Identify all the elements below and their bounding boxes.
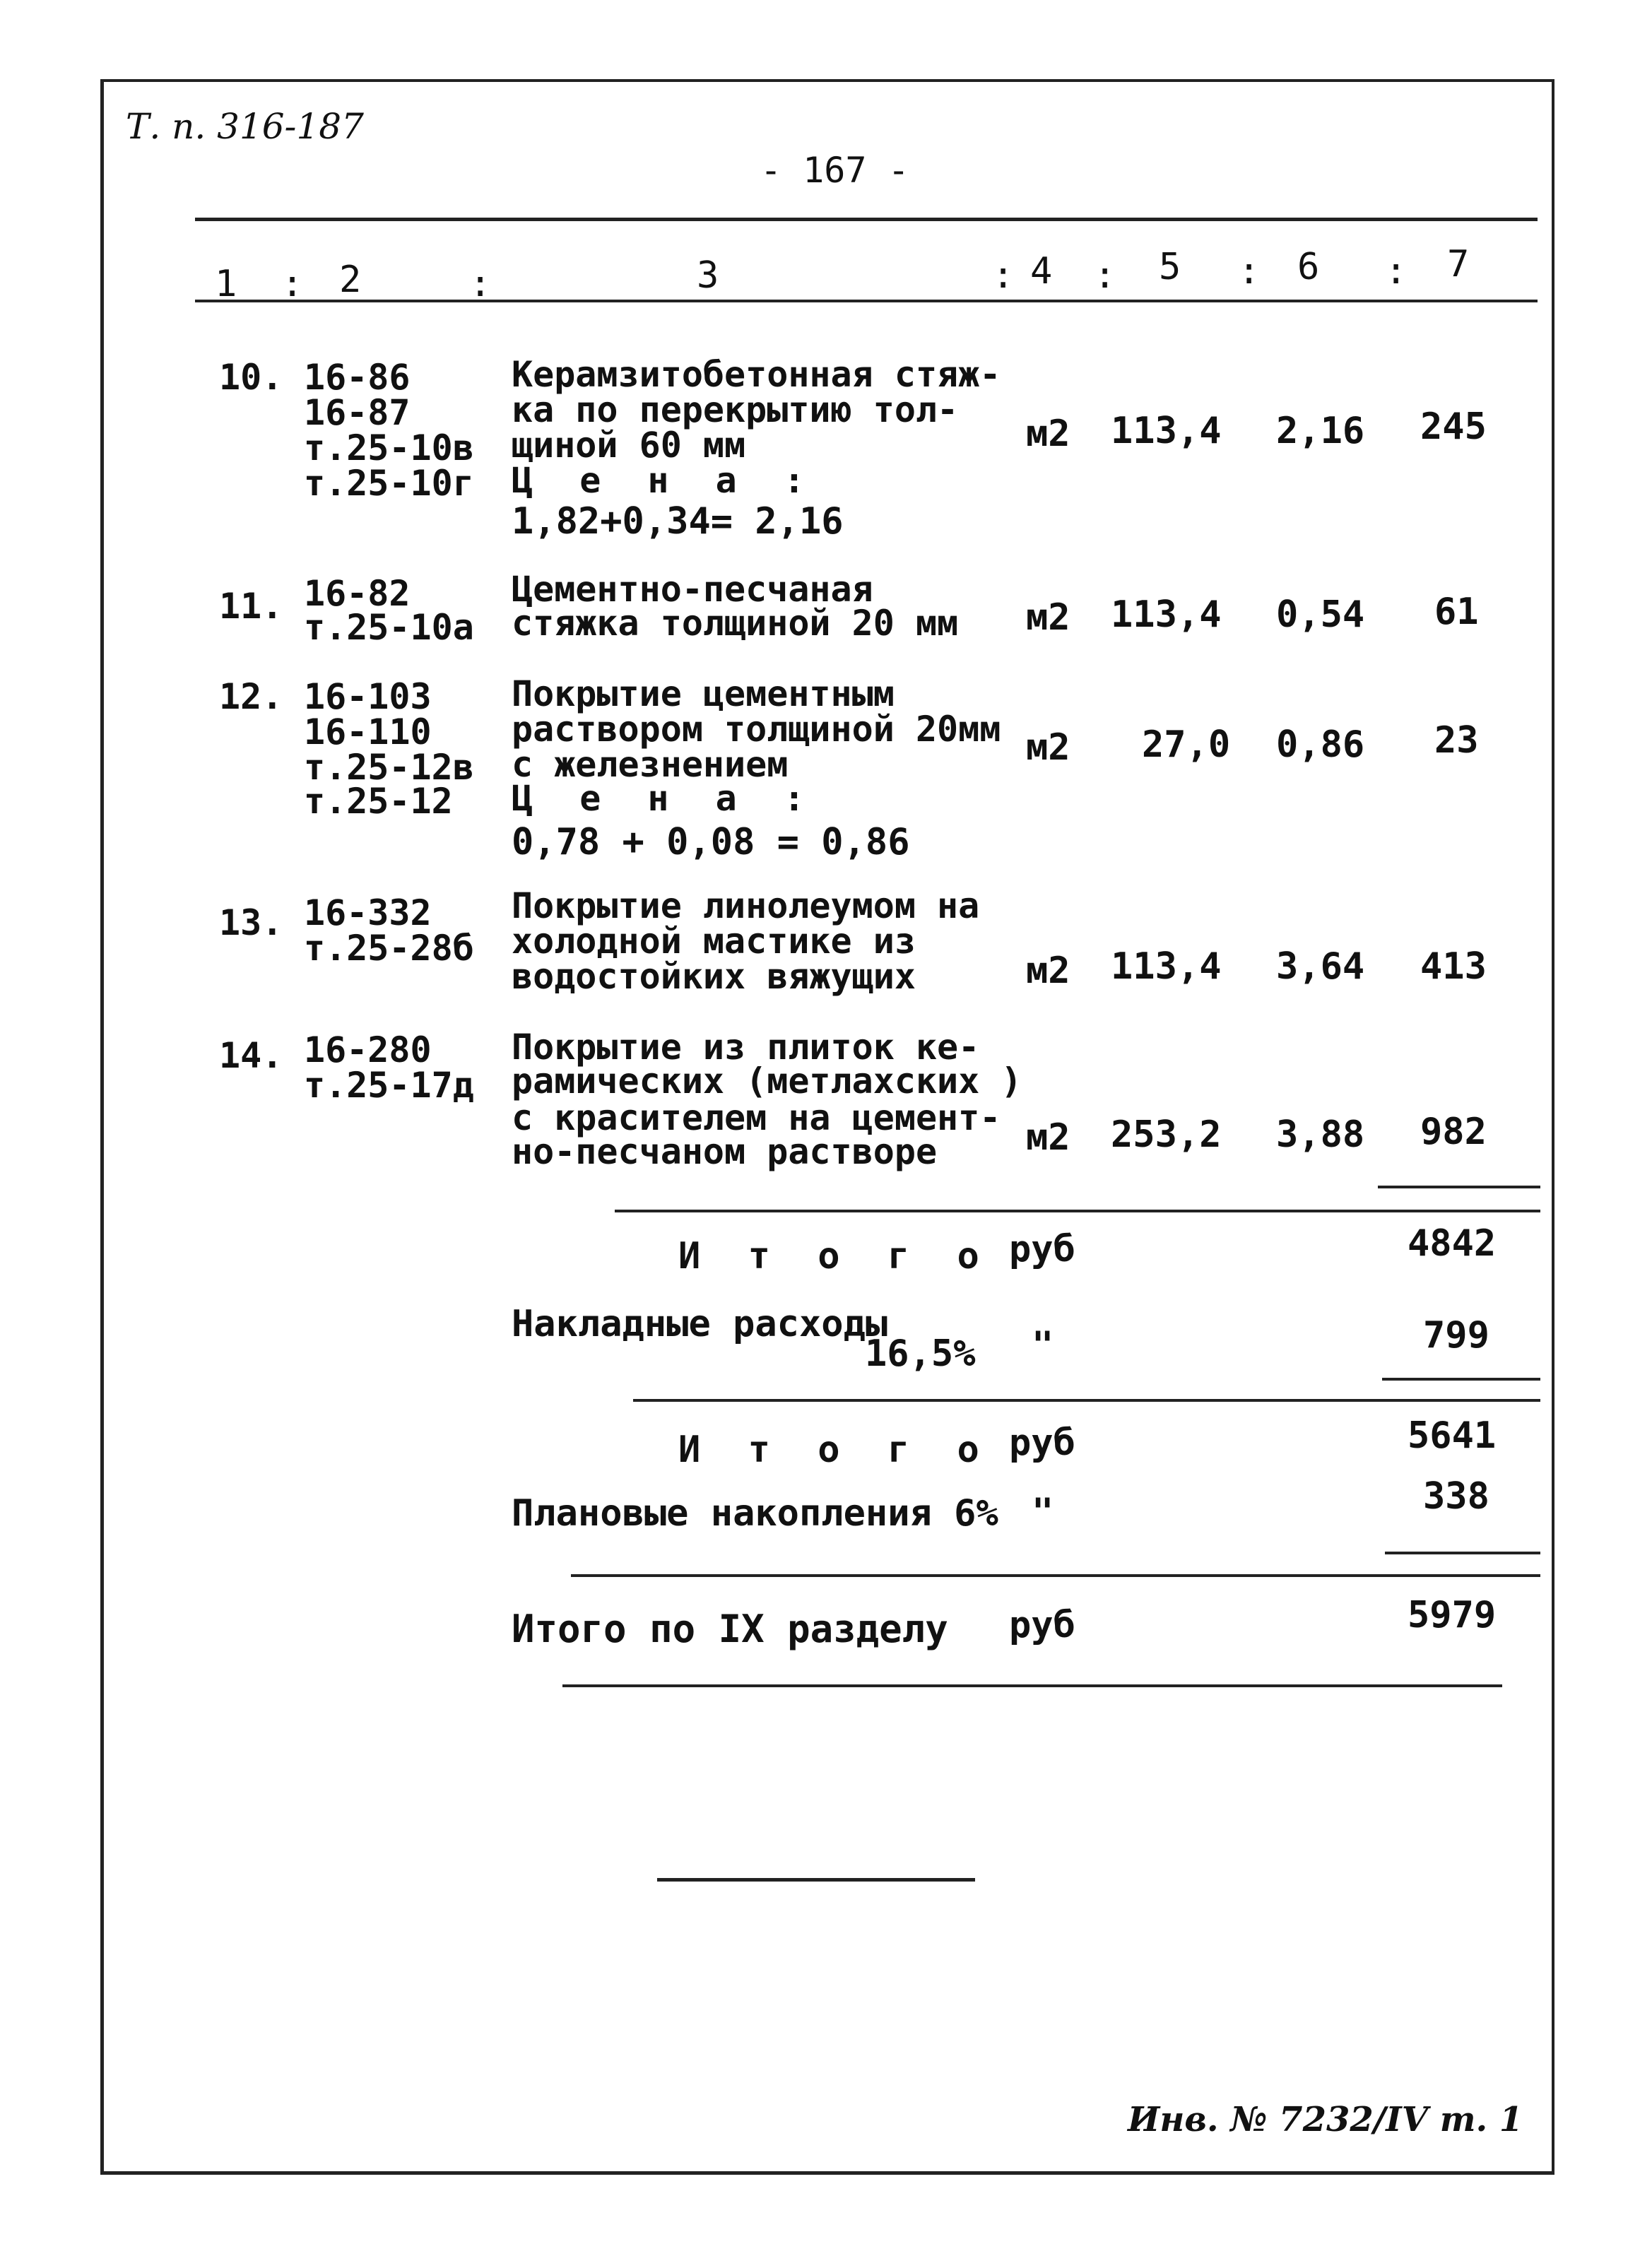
col-header-4: 4 (1030, 250, 1053, 293)
overhead-rate: 16,5% (865, 1333, 976, 1375)
row-code: 16-110 (304, 711, 432, 752)
end-rule (657, 1878, 975, 1882)
overhead-unit: " (1032, 1324, 1054, 1366)
col-header-sep: : (1385, 250, 1408, 293)
row-description: Цементно-песчаная (512, 569, 873, 610)
row-description: водостойких вяжущих (512, 956, 916, 997)
row-unit: м2 (1026, 1116, 1070, 1159)
col-header-1: 1 (215, 263, 237, 305)
itogo-value: 4842 (1408, 1222, 1497, 1265)
row-code: 16-280 (304, 1029, 432, 1070)
row-code: т.25-17д (304, 1065, 474, 1106)
row-unit: м2 (1026, 596, 1070, 639)
row-description: стяжка толщиной 20 мм (512, 603, 959, 644)
row-total: 413 (1420, 945, 1487, 988)
row-quantity: 113,4 (1111, 594, 1222, 636)
row-price: 0,86 (1276, 724, 1365, 766)
row-total: 23 (1434, 719, 1479, 762)
row-code: 16-332 (304, 892, 432, 933)
inventory-number: Инв. № 7232/IV т. 1 (1128, 2100, 1523, 2139)
row-description: но-песчаном растворе (512, 1131, 938, 1172)
row-unit: м2 (1026, 413, 1070, 455)
overhead-value: 799 (1423, 1314, 1489, 1357)
row-code: т.25-28б (304, 928, 474, 969)
row-description: Ц е н а : (512, 778, 818, 819)
row-description: с железнением (512, 744, 789, 785)
summary-rule-5 (1385, 1552, 1540, 1554)
summary-rule-2 (615, 1210, 1540, 1212)
section-total-rule (562, 1684, 1502, 1687)
corner-code: Т. п. 316-187 (126, 106, 364, 147)
row-code: т.25-10а (304, 607, 474, 648)
col-header-sep: : (469, 263, 492, 305)
summary-rule-4 (633, 1399, 1540, 1402)
row-code: т.25-10в (304, 427, 474, 468)
planned-accumulation-label: Плановые накопления 6% (512, 1492, 998, 1535)
row-code: т.25-12 (304, 781, 453, 822)
row-code: т.25-10г (304, 463, 474, 504)
price-formula: 0,78 + 0,08 = 0,86 (512, 821, 910, 863)
section-total-value: 5979 (1408, 1594, 1497, 1636)
overhead-label: Накладные расходы (512, 1303, 888, 1345)
row-price: 3,64 (1276, 945, 1365, 988)
row-quantity: 253,2 (1111, 1114, 1222, 1156)
header-rule-top (195, 218, 1538, 221)
row-unit: м2 (1026, 950, 1070, 992)
header-rule-bottom (195, 300, 1538, 302)
itogo-unit: руб (1009, 1422, 1075, 1464)
row-description: Ц е н а : (512, 460, 818, 501)
col-header-6: 6 (1297, 246, 1320, 288)
col-header-sep: : (281, 263, 304, 305)
col-header-7: 7 (1447, 243, 1470, 285)
planned-accumulation-unit: " (1032, 1491, 1054, 1533)
col-header-sep: : (1238, 250, 1261, 293)
itogo-label: И т о г о (678, 1235, 992, 1277)
row-unit: м2 (1026, 726, 1070, 769)
row-price: 2,16 (1276, 410, 1365, 452)
section-total-unit: руб (1009, 1604, 1075, 1646)
row-number: 11. (219, 586, 283, 627)
itogo-unit: руб (1009, 1228, 1075, 1270)
row-description: щиной 60 мм (512, 425, 746, 466)
row-description: Покрытие линолеумом на (512, 885, 980, 926)
page-number: - 167 - (760, 150, 909, 191)
row-quantity: 27,0 (1142, 724, 1231, 766)
row-code: 16-86 (304, 357, 411, 398)
row-code: 16-87 (304, 392, 411, 433)
row-description: с красителем на цемент- (512, 1097, 1001, 1138)
row-description: холодной мастике из (512, 921, 916, 962)
summary-rule-6 (571, 1574, 1540, 1577)
row-description: Покрытие цементным (512, 673, 895, 714)
col-header-3: 3 (697, 254, 719, 297)
col-header-5: 5 (1159, 246, 1181, 288)
itogo-label: И т о г о (678, 1429, 992, 1471)
col-header-2: 2 (339, 259, 362, 301)
row-price: 0,54 (1276, 594, 1365, 636)
row-description: Покрытие из плиток ке- (512, 1027, 980, 1068)
row-number: 10. (219, 357, 283, 398)
row-total: 982 (1420, 1111, 1487, 1153)
row-description: Керамзитобетонная стяж- (512, 354, 1001, 395)
row-total: 245 (1420, 406, 1487, 448)
row-number: 14. (219, 1035, 283, 1076)
row-quantity: 113,4 (1111, 945, 1222, 988)
row-number: 13. (219, 902, 283, 943)
row-description: ка по перекрытию тол- (512, 389, 959, 430)
price-formula: 1,82+0,34= 2,16 (512, 500, 844, 543)
row-code: 16-82 (304, 573, 411, 614)
row-quantity: 113,4 (1111, 410, 1222, 452)
row-code: 16-103 (304, 676, 432, 717)
row-description: рамических (метлахских ) (512, 1061, 1022, 1102)
section-total-label: Итого по IX разделу (512, 1607, 948, 1651)
row-price: 3,88 (1276, 1114, 1365, 1156)
itogo-value: 5641 (1408, 1415, 1497, 1457)
row-number: 12. (219, 676, 283, 717)
row-total: 61 (1434, 591, 1479, 633)
row-code: т.25-12в (304, 747, 474, 788)
col-header-sep: : (992, 254, 1015, 297)
col-header-sep: : (1094, 254, 1116, 297)
planned-accumulation-value: 338 (1423, 1475, 1489, 1518)
summary-rule-3 (1382, 1378, 1540, 1381)
summary-rule-1 (1378, 1186, 1540, 1188)
row-description: раствором толщиной 20мм (512, 709, 1001, 750)
